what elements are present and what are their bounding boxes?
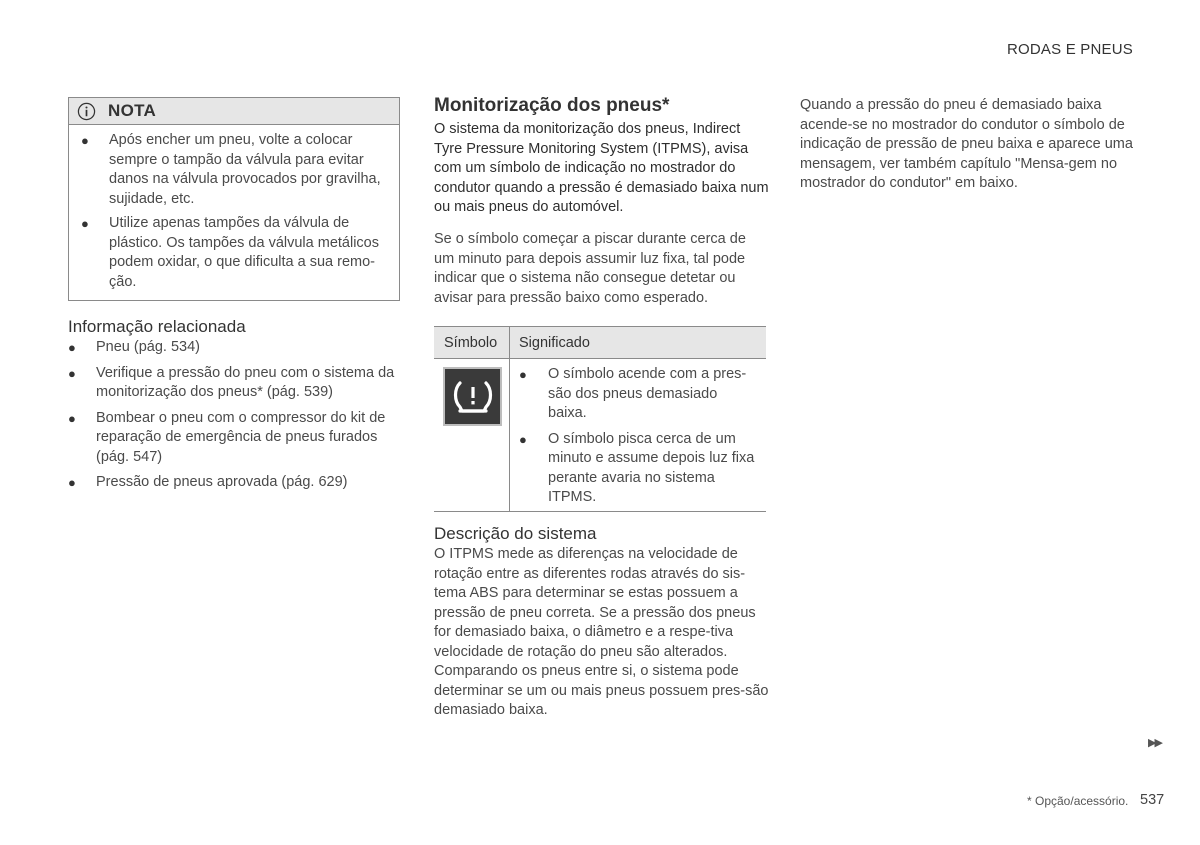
note-item-text: Utilize apenas tampões da válvula de plástico. Os tampões da válvula metálicos podem oxidar, o que dificulta a sua remo-ção. [109, 215, 379, 290]
meaning-text: O símbolo pisca cerca de um minuto e assume depois luz fixa perante avaria no sistema ITPMS. [548, 430, 755, 505]
continue-arrow-icon: ▶▶ [1148, 737, 1161, 749]
note-list [69, 125, 399, 292]
section-title: RODAS E PNEUS [1007, 41, 1133, 58]
bullet-icon: ● [519, 431, 527, 447]
page-number: 537 [1140, 792, 1165, 808]
bullet-icon: ● [81, 216, 89, 231]
related-heading: Informação relacionada [68, 317, 246, 336]
related-link-text[interactable]: Pneu (pág. 534) [96, 339, 200, 355]
related-link-text[interactable]: Bombear o pneu com o compressor do kit de reparação de emergência de pneus furados (pág. 547) [96, 409, 386, 465]
related-link[interactable] [68, 364, 406, 403]
note-title: NOTA [108, 101, 157, 120]
column-header-symbol: Símbolo [434, 327, 510, 358]
warning-paragraph: Quando a pressão do pneu é demasiado baixa acende-se no mostrador do condutor o símbolo de indicação de pressão de pneu baixa e aparece uma mensagem, ver também capítulo "Mensa-gem no mostrador do condutor" em baixo. [800, 97, 1133, 191]
meaning-cell [510, 359, 766, 511]
note-box [68, 97, 400, 301]
bullet-icon: ● [519, 367, 527, 382]
table-row [434, 359, 766, 511]
page-title: Monitorização dos pneus* [434, 95, 670, 116]
list-item [519, 430, 756, 508]
related-list [68, 338, 406, 499]
list-item [81, 214, 385, 292]
note-item-text: Após encher um pneu, volte a colocar sempre o tampão da válvula para evitar danos na válvula provocados por gravilha, sujidade, etc. [109, 132, 381, 207]
related-link[interactable] [68, 409, 406, 468]
system-paragraph: O ITPMS mede as diferenças na velocidade de rotação entre as diferentes rodas através do sis-tema ABS para determinar se estas possuem a pressão de pneu correta. Se a pressão dos pneus for demasiado baixa, o diâmetro e a respe-tiva velocidade de rotação do pneu são alterados. Comparando os pneus entre si, o sistema pode determinar se um ou mais pneus possuem pres-são demasiado baixa. [434, 546, 769, 718]
meaning-text: O símbolo acende com a pres-são dos pneus demasiado baixa. [548, 366, 747, 421]
related-link[interactable] [68, 338, 406, 358]
blink-paragraph: Se o símbolo começar a piscar durante cerca de um minuto para depois assumir luz fixa, tal pode indicar que o sistema não consegue detetar ou avisar para pressão baixo como esperado. [434, 231, 746, 306]
note-header [69, 98, 399, 125]
bullet-icon: ● [68, 410, 76, 426]
bullet-icon: ● [68, 340, 76, 355]
info-icon [77, 102, 96, 121]
related-link-text[interactable]: Verifique a pressão do pneu com o sistema da monitorização dos pneus* (pág. 539) [96, 364, 395, 400]
bullet-icon: ● [68, 475, 76, 490]
system-heading: Descrição do sistema [434, 524, 597, 543]
tire-pressure-warning-icon [443, 367, 502, 426]
footnote: * Opção/acessório. [1027, 794, 1129, 808]
table-header-row [434, 327, 766, 359]
symbol-cell [434, 359, 510, 511]
bullet-icon: ● [68, 365, 76, 381]
meaning-list [519, 365, 756, 508]
related-link-text[interactable]: Pressão de pneus aprovada (pág. 629) [96, 474, 348, 490]
list-item [519, 365, 756, 424]
list-item [81, 131, 385, 209]
bullet-icon: ● [81, 133, 89, 148]
column-header-meaning: Significado [519, 334, 590, 351]
symbol-table [434, 326, 766, 512]
intro-paragraph: O sistema da monitorização dos pneus, Indirect Tyre Pressure Monitoring System (ITPMS), avisa com um símbolo de indicação no mostrador do condutor quando a pressão é demasiado baixa num ou mais pneus do automóvel. [434, 121, 769, 215]
related-link[interactable] [68, 473, 406, 493]
